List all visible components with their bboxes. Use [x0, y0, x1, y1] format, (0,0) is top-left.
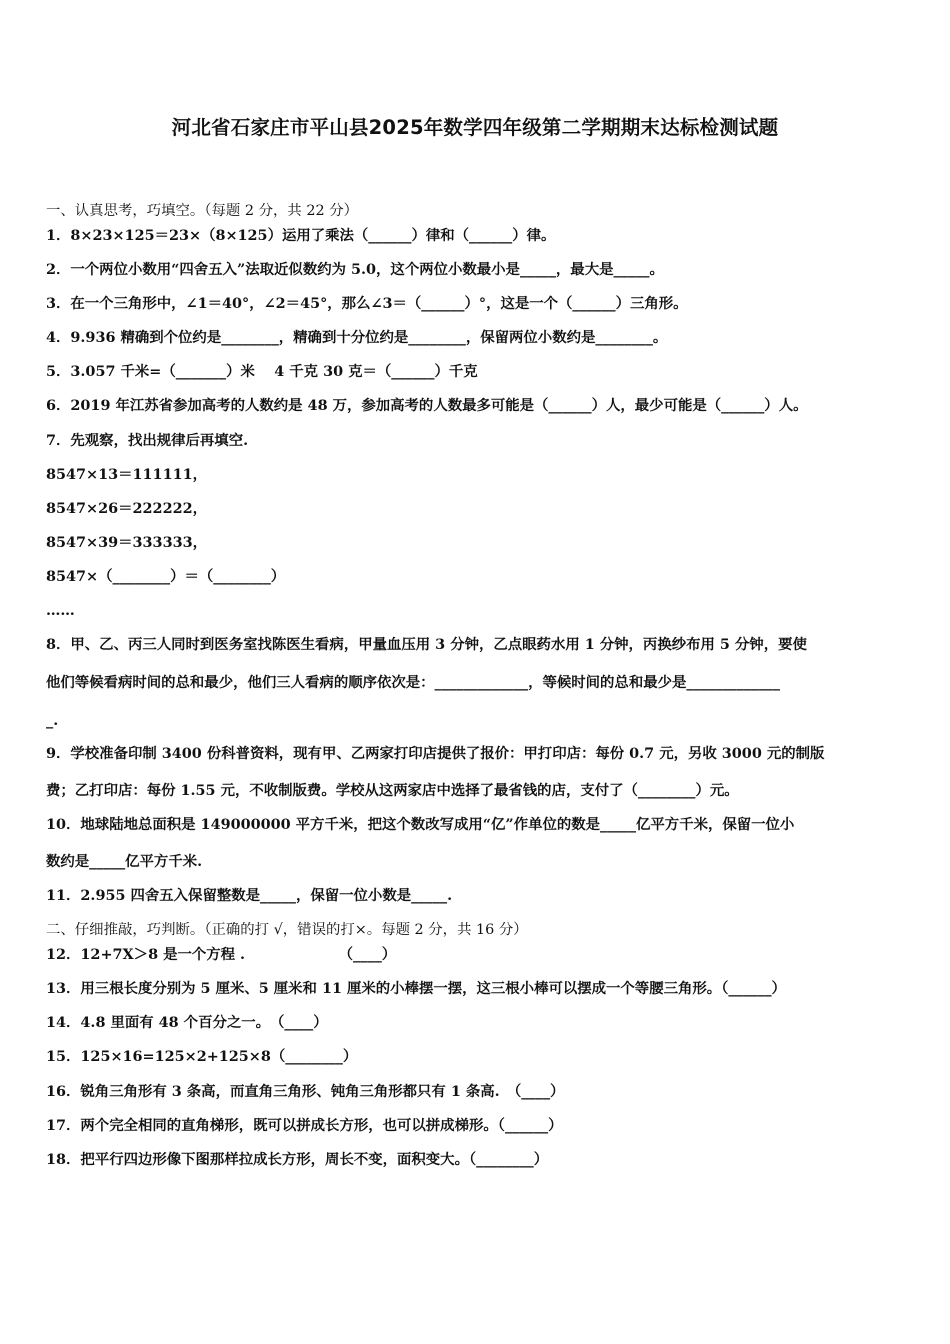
question-14: 14．4.8 里面有 48 个百分之一。 （____）	[46, 1014, 328, 1031]
question-10-line-2: 数约是_____亿平方千米.	[46, 853, 203, 870]
question-9-line-1: 9．学校准备印制 3400 份科普资料，现有甲、乙两家打印店提供了报价：甲打印店：每份 0.7 元，另收 3000 元的制版	[46, 745, 825, 762]
question-5: 5．3.057 千米=（_______）米 4 千克 30 克＝（______）千克	[46, 363, 478, 380]
question-7-ellipsis: ……	[46, 602, 75, 619]
question-13: 13．用三根长度分别为 5 厘米、5 厘米和 11 厘米的小棒摆一摆，这三根小棒可以摆成一个等腰三角形。（______）	[46, 980, 786, 997]
page-title: 河北省石家庄市平山县2025年数学四年级第二学期期末达标检测试题	[171, 116, 779, 139]
question-7-pattern-1: 8547×13＝111111，	[46, 466, 207, 483]
question-12: 12．12+7X＞8 是一个方程 . （____）	[46, 946, 397, 963]
question-18: 18．把平行四边形像下图那样拉成长方形，周长不变，面积变大。（________）	[46, 1151, 549, 1168]
question-3: 3．在一个三角形中，∠1＝40°，∠2＝45°，那么∠3＝（______）°，这是一个（______）三角形。	[46, 295, 688, 312]
question-2: 2．一个两位小数用“四舍五入”法取近似数约为 5.0，这个两位小数最小是_____，最大是_____。	[46, 261, 664, 278]
section-heading-judgement: 二、仔细推敲，巧判断。（正确的打 √，错误的打×。每题 2 分，共 16 分）	[46, 922, 528, 938]
question-7-pattern-2: 8547×26＝222222，	[46, 500, 207, 517]
question-7: 7．先观察，找出规律后再填空.	[46, 432, 249, 449]
question-4: 4．9.936 精确到个位约是________，精确到十分位约是________，保留两位小数约是________。	[46, 329, 668, 346]
question-8-line-3: _.	[46, 712, 59, 729]
section-heading-fill-in: 一、认真思考，巧填空。（每题 2 分，共 22 分）	[46, 203, 358, 219]
question-9-line-2: 费；乙打印店：每份 1.55 元，不收制版费。学校从这两家店中选择了最省钱的店，支付了（________）元。	[46, 782, 739, 799]
question-15: 15．125×16=125×2+125×8（________）	[46, 1048, 358, 1065]
question-17: 17．两个完全相同的直角梯形，既可以拼成长方形，也可以拼成梯形。（______）	[46, 1117, 563, 1134]
question-11: 11．2.955 四舍五入保留整数是_____，保留一位小数是_____.	[46, 887, 453, 904]
question-1: 1．8×23×125＝23×（8×125）运用了乘法（______）律和（______）律。	[46, 227, 556, 244]
question-10-line-1: 10．地球陆地总面积是 149000000 平方千米，把这个数改写成用“亿”作单位的数是_____亿平方千米，保留一位小	[46, 816, 795, 833]
question-6: 6．2019 年江苏省参加高考的人数约是 48 万，参加高考的人数最多可能是（______）人，最少可能是（______）人。	[46, 397, 808, 414]
question-7-pattern-3: 8547×39＝333333，	[46, 534, 207, 551]
question-7-pattern-blank: 8547×（________）＝（________）	[46, 568, 286, 585]
question-8-line-2: 他们等候看病时间的总和最少，他们三人看病的顺序依次是：_____________，等候时间的总和最少是_____________	[46, 674, 780, 691]
question-16: 16．锐角三角形有 3 条高，而直角三角形、钝角三角形都只有 1 条高. （____）	[46, 1083, 565, 1100]
question-8-line-1: 8．甲、乙、丙三人同时到医务室找陈医生看病，甲量血压用 3 分钟，乙点眼药水用 1 分钟，丙换纱布用 5 分钟，要使	[46, 636, 807, 653]
